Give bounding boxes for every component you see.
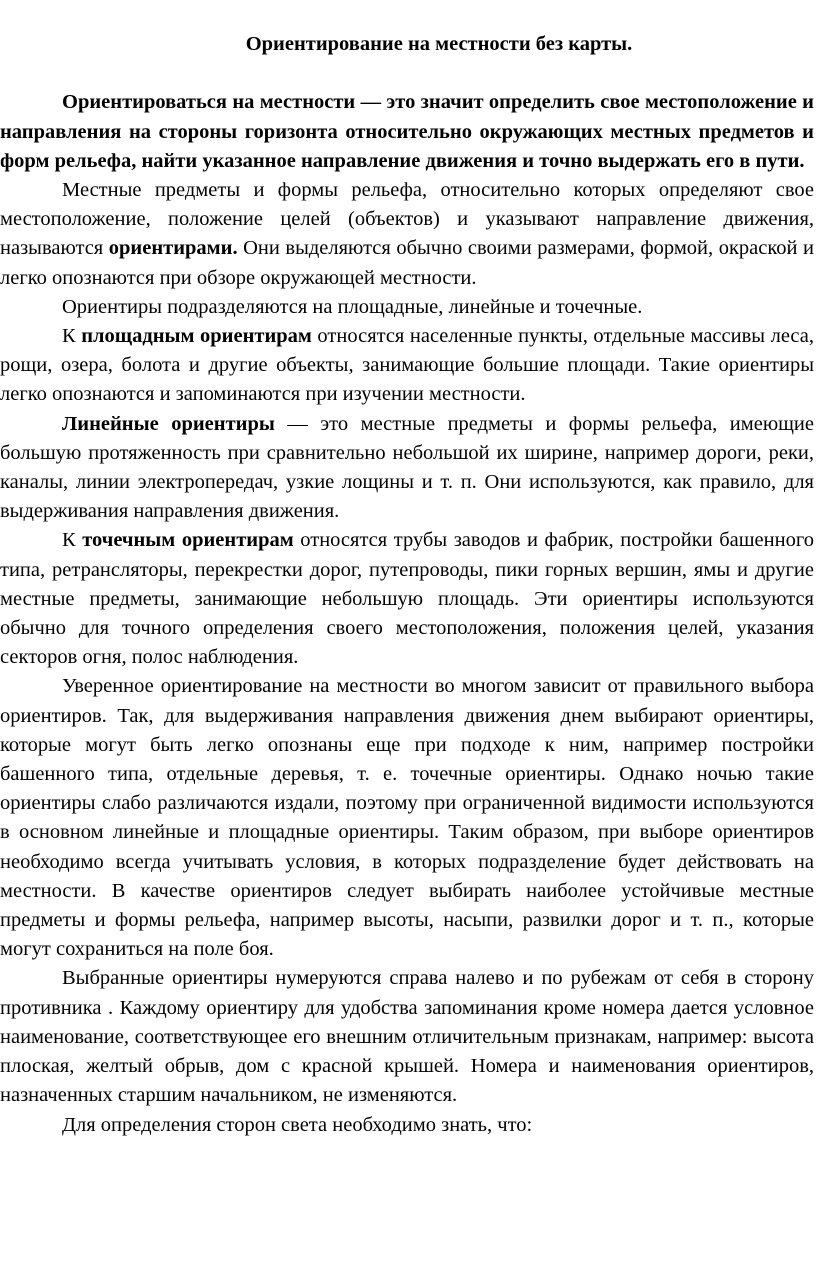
landmark-numbering-paragraph: Выбранные ориентиры нумеруются справа налево и по рубежам от себя в сторону противника . Каждому ориентиру для удобства запоминания кроме номера дается условное наименование, соответствующее его внешним отличительным признакам, например: высота плоская, желтый обрыв, дом с красной крышей. Номера и наименования ориентиров, назначенных старшим начальником, не изменяются. [0,967,814,1107]
landmarks-term: ориентирами. [108,237,238,260]
landmarks-text-end: Они выделяются обычно своими размерами, формой, окраской и легко опознаются при обзоре окружающей местности. [0,237,814,289]
definition-paragraph [0,88,814,176]
document-title: Ориентирование на местности без карты. [245,33,633,55]
cardinal-directions-intro: Для определения сторон света необходимо знать, что: [62,1113,533,1136]
point-landmarks-term: точечным ориентирам [82,529,294,552]
area-landmarks-paragraph [0,322,814,410]
linear-landmarks-term: Линейные ориентиры [62,412,275,435]
landmarks-text-start: Местные предметы и формы рельефа, относительно которых определяют свое местоположение, положение целей (объектов) и указывают направление движения, называются [0,179,814,260]
area-landmarks-prefix: К [62,325,82,348]
linear-landmarks-paragraph [0,410,814,527]
point-landmarks-text: относятся трубы заводов и фабрик, постройки башенного типа, ретрансляторы, перекрестки дорог, путепроводы, пики горных вершин, ямы и другие местные предметы, занимающие небольшую площадь. Эти ориентиры используются обычно для точного определения своего местоположения, положения целей, указания секторов огня, полос наблюдения. [0,529,814,669]
linear-landmarks-text: — это местные предметы и формы рельефа, имеющие большую протяженность при сравнительно небольшой их ширине, например дороги, реки, каналы, линии электропередач, узкие лощины и т. п. Они используются, как правило, для выдерживания направления движения. [0,412,814,523]
landmarks-paragraph [0,176,814,293]
landmark-selection-paragraph: Уверенное ориентирование на местности во многом зависит от правильного выбора ориентиров. Так, для выдерживания направления движения днем выбирают ориентиры, которые могут быть легко опознаны еще при подходе к ним, например постройки башенного типа, отдельные деревья, т. е. точечные ориентиры. Однако ночью такие ориентиры слабо различаются издали, поэтому при ограниченной видимости используются в основном линейные и площадные ориентиры. Таким образом, при выборе ориентиров необходимо всегда учитывать условия, в которых подразделение будет действовать на местности. В качестве ориентиров следует выбирать наиболее устойчивые местные предметы и формы рельефа, например высоты, насыпи, развилки дорог и т. п., которые могут сохраниться на поле боя. [0,675,814,961]
point-landmarks-prefix: К [62,529,83,552]
area-landmarks-term: площадным ориентирам [81,325,312,348]
landmark-types-paragraph: Ориентиры подразделяются на площадные, линейные и точечные. [62,295,643,318]
point-landmarks-paragraph [0,526,814,672]
definition-text: Ориентироваться на местности — это значит определить свое местоположение и направления на стороны горизонта относительно окружающих местных предметов и форм рельефа, найти указанное направление движения и точно выдержать его в пути. [0,91,814,172]
area-landmarks-text: относятся населенные пункты, отдельные массивы леса, рощи, озера, болота и другие объекты, занимающие большие площади. Такие ориентиры легко опознаются и запоминаются при изучении местности. [0,325,814,406]
document-page [0,30,814,1140]
